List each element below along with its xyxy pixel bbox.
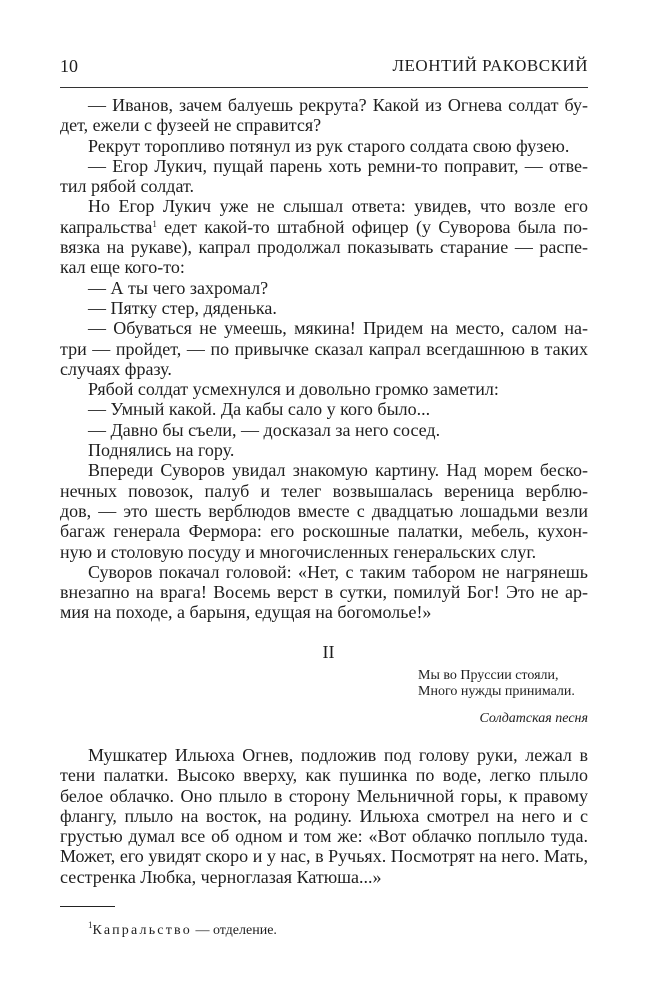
- text-line: три — пройдет, — по привычке сказал капрал всегдашнюю в таких: [60, 338, 588, 359]
- text-line: — Обуваться не умеешь, мякина! Придем на место, салом на-: [88, 318, 588, 339]
- text-line: — Пятку стер, дяденька.: [88, 297, 277, 318]
- text-line: внезапно на врага! Восемь верст в сутки, помилуй Бог! Это не ар-: [60, 582, 588, 603]
- text-line: сестренка Любка, черноглазая Катюша...»: [60, 866, 382, 887]
- text-line: Суворов покачал головой: «Нет, с таким табором не нагрянешь: [88, 561, 588, 582]
- epigraph: [418, 668, 575, 700]
- footnote-term: Капральство: [92, 923, 192, 938]
- text-segment: капральства: [60, 216, 153, 237]
- epigraph-line: Много нужды принимали.: [418, 684, 575, 699]
- text-line: Может, его увидят скоро и у нас, в Ручьях. Посмотрят на него. Мать,: [60, 846, 588, 867]
- text-line: белое облачко. Оно плыло в сторону Мельничной горы, к правому: [60, 785, 588, 806]
- text-line: тени палатки. Высоко вверху, как пушинка по воде, легко плыло: [60, 765, 588, 786]
- text-line: мия на походе, а барыня, едущая на богомолье!»: [60, 602, 432, 623]
- text-line: — Давно бы съели, — досказал за него сосед.: [88, 419, 441, 440]
- text-line: Рекрут торопливо потянул из рук старого солдата свою фузею.: [88, 135, 570, 156]
- text-line: — Иванов, зачем балуешь рекрута? Какой из Огнева солдат бу-: [88, 95, 588, 115]
- footnote-definition: — отделение.: [191, 923, 277, 938]
- text-line: грустью думал все об одном и том же: «Вот облачко поплыло туда.: [60, 826, 588, 847]
- text-line: дов, — это шесть верблюдов вместе с двадцатью лошадьми везли: [60, 500, 588, 521]
- epigraph-source: Солдатская песня: [479, 711, 588, 726]
- epigraph-line: Мы во Пруссии стояли,: [418, 668, 559, 683]
- footnote: [88, 920, 277, 939]
- text-line: дет, ежели с фузеей не справится?: [60, 115, 322, 136]
- text-line: случаях фразу.: [60, 358, 172, 379]
- text-line: ную и столовую посуду и многочисленных генеральских слуг.: [60, 541, 537, 562]
- header-rule: [60, 87, 588, 88]
- text-block-2: [60, 745, 588, 887]
- text-line: Но Егор Лукич уже не слышал ответа: увидев, что возле его: [88, 196, 588, 217]
- footnote-mark: 1: [88, 920, 93, 930]
- text-line: багаж генерала Фермора: его роскошные палатки, мебель, кухон-: [60, 521, 588, 542]
- text-line: Рябой солдат усмехнулся и довольно громко заметил:: [88, 379, 499, 400]
- footnote-ref: 1: [152, 218, 157, 229]
- text-line: вязка на рукаве), капрал продолжал показывать старание — распе-: [60, 237, 588, 258]
- text-line: нечных повозок, палуб и телег возвышалась вереница верблю-: [60, 480, 588, 501]
- running-title: ЛЕОНТИЙ РАКОВСКИЙ: [392, 56, 588, 75]
- text-block-1: [60, 95, 588, 623]
- text-line: Поднялись на гору.: [88, 440, 235, 461]
- text-segment: едет какой-то штабной офицер (у Суворова была по-: [156, 216, 588, 237]
- footnote-rule: [60, 906, 115, 907]
- text-line: тил рябой солдат.: [60, 176, 194, 197]
- text-line: — Умный какой. Да кабы сало у кого было...: [88, 399, 431, 420]
- chapter-number: II: [322, 642, 335, 662]
- text-line: — А ты чего захромал?: [88, 277, 269, 298]
- text-line: — Егор Лукич, пущай парень хоть ремни-то поправит, — отве-: [88, 155, 588, 176]
- text-line: кал еще кого-то:: [60, 257, 185, 278]
- text-line: Мушкатер Ильюха Огнев, подложив под голову руки, лежал в: [88, 745, 588, 765]
- text-line: флангу, плыло на восток, на родину. Ильюха смотрел на него и с: [60, 805, 588, 826]
- text-line: Впереди Суворов увидал знакомую картину. Над морем беско-: [88, 460, 588, 481]
- page-number: 10: [60, 56, 78, 76]
- text-line: [60, 217, 588, 237]
